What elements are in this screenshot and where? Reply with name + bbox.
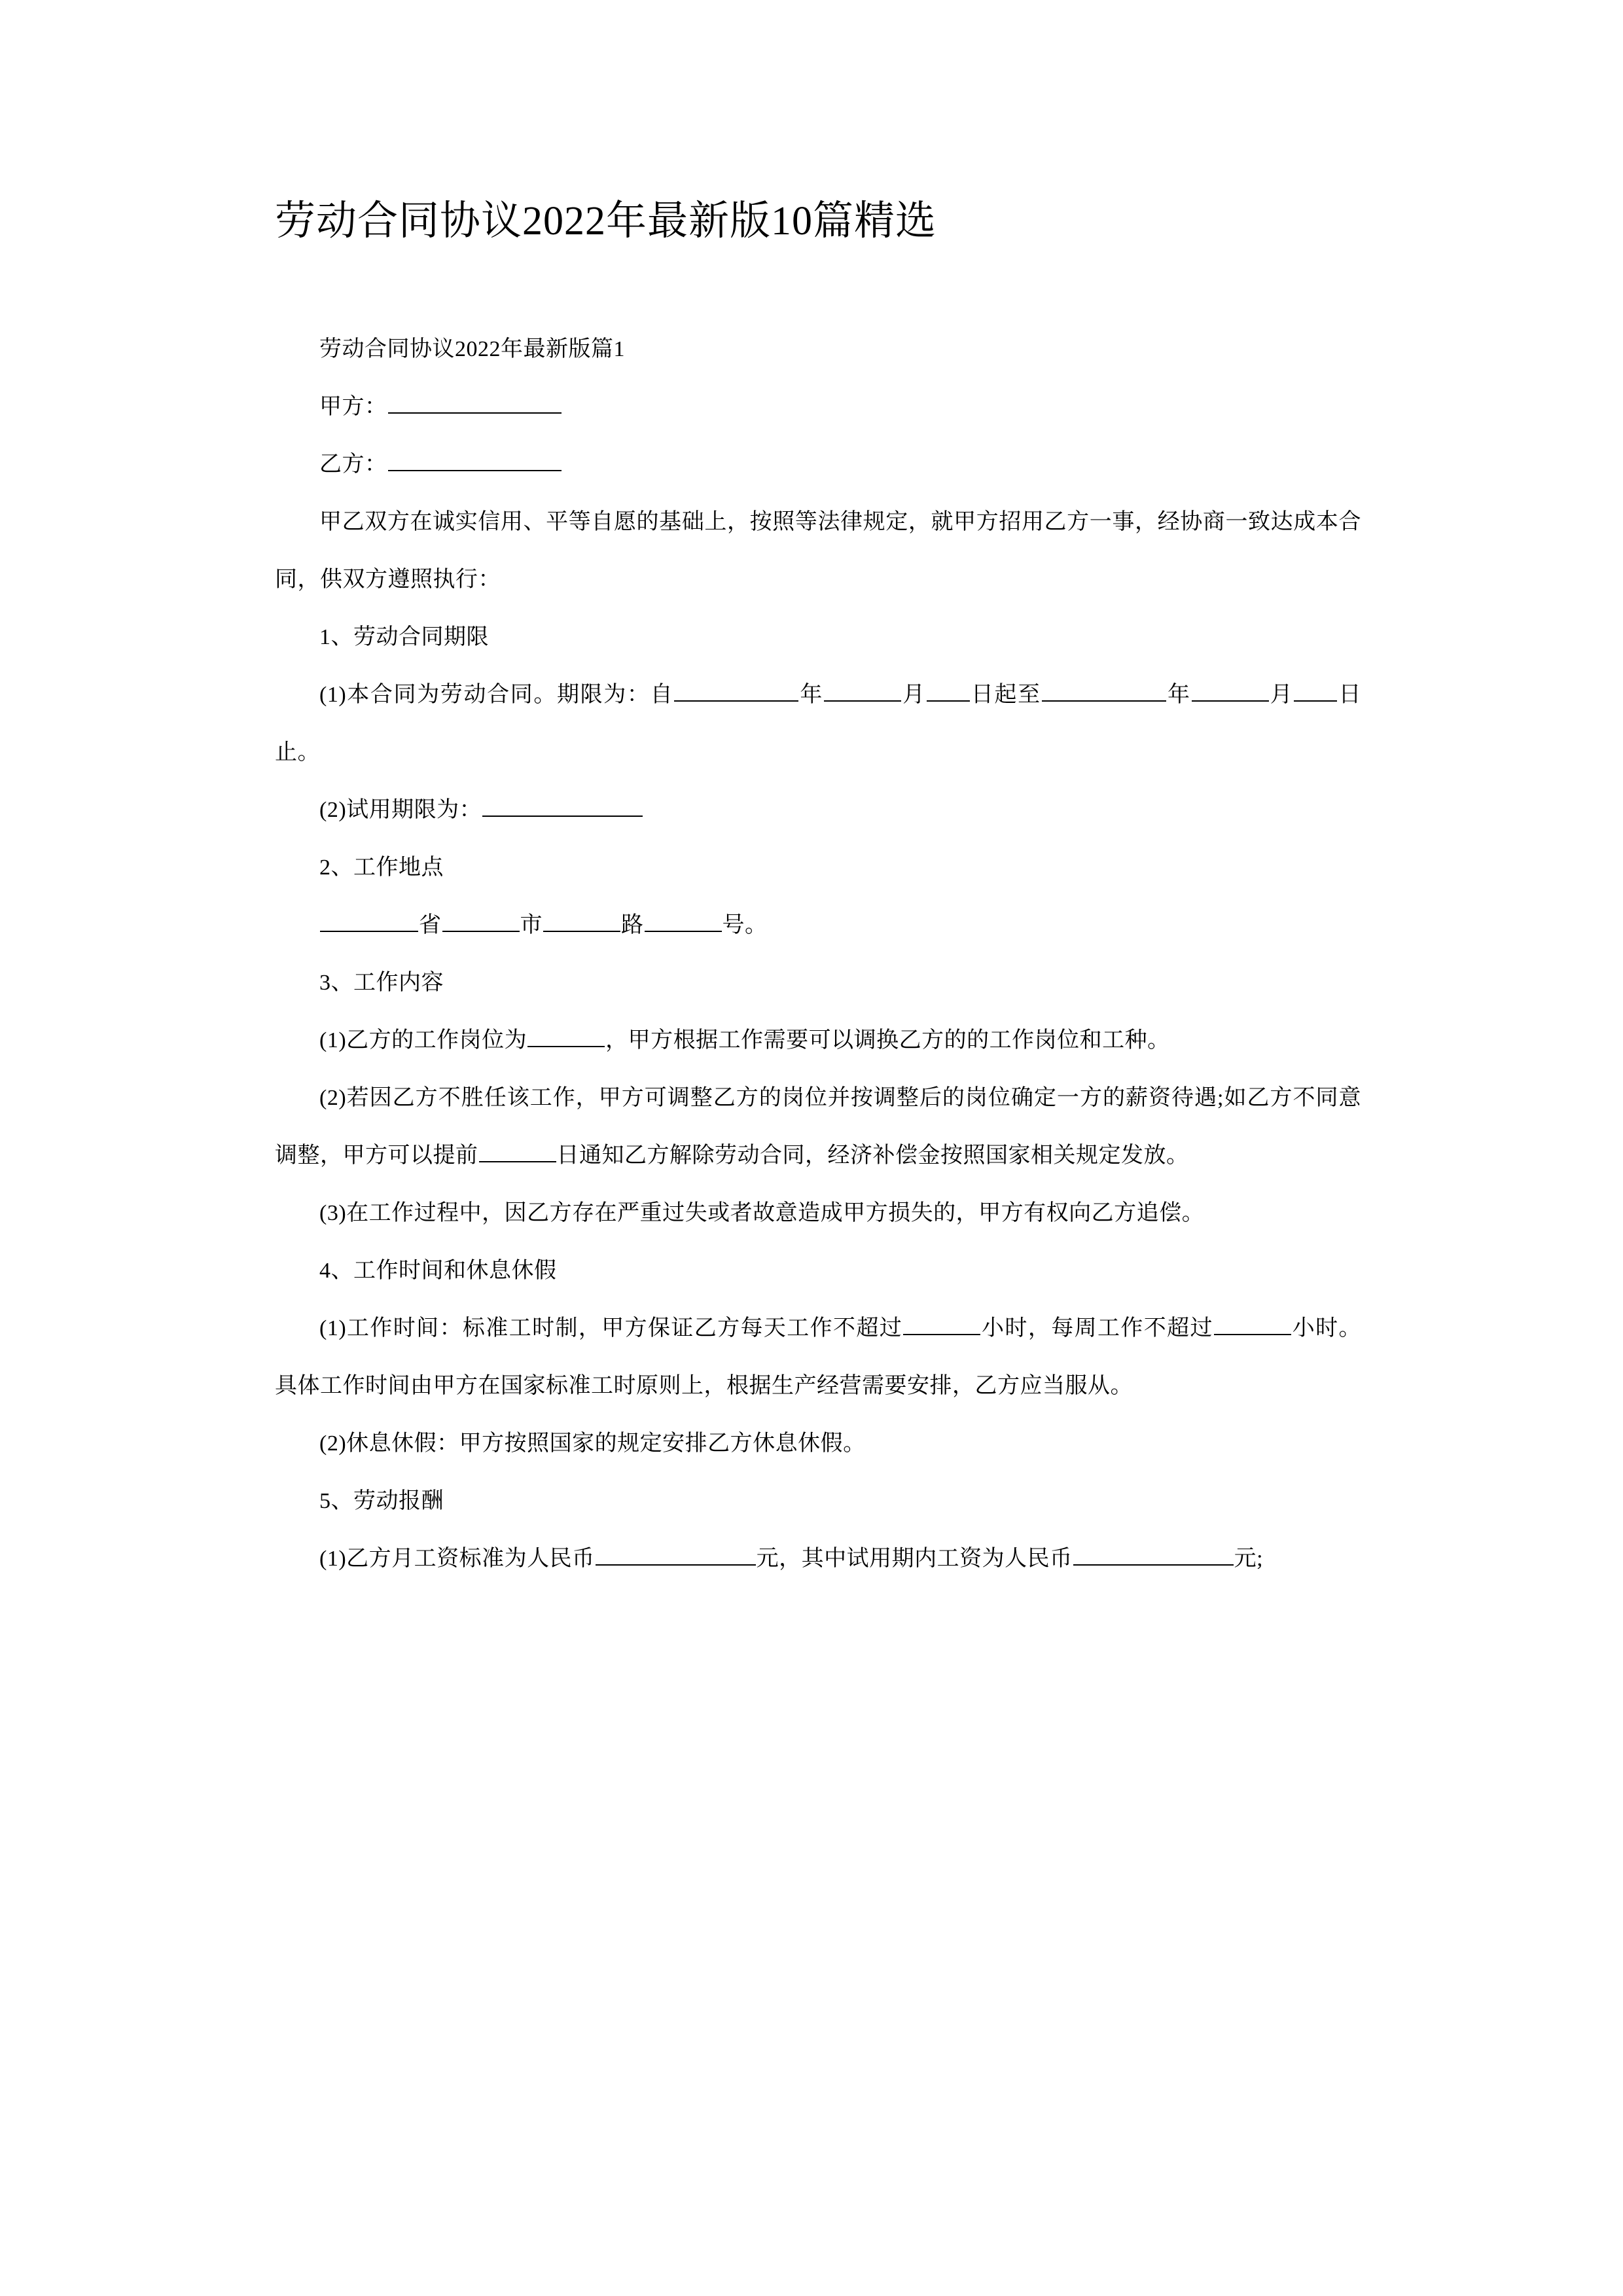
document-body [275,321,1361,1588]
section-heading-1-text: 1、劳动合同期限 [319,624,489,649]
section-heading-1 [275,609,1361,666]
weekly-hours-blank[interactable] [1214,1310,1291,1335]
section-1-item-1-prefix: (1)本合同为劳动合同。期限为：自 [319,682,674,707]
preamble-paragraph [275,493,1361,609]
section-3-item-2 [275,1069,1361,1185]
section-1-item-1 [275,666,1361,781]
party-b-line [275,436,1361,493]
preamble-text: 甲乙双方在诚实信用、平等自愿的基础上，按照等法律规定，就甲方招用乙方一事，经协商一致达成本合同，供双方遵照执行： [275,509,1361,592]
probation-blank[interactable] [482,792,643,817]
section-heading-5-text: 5、劳动报酬 [319,1488,444,1513]
probation-salary-blank[interactable] [1073,1541,1234,1566]
monthly-salary-blank[interactable] [596,1541,756,1566]
party-a-line [275,378,1361,436]
end-year-unit: 年 [1166,682,1191,707]
road-unit: 路 [621,912,644,937]
page-title: 劳动合同协议2022年最新版10篇精选 [275,199,937,243]
start-month-unit: 月 [901,682,926,707]
section-4-item-1-mid: 小时，每周工作不超过 [981,1316,1213,1340]
province-blank[interactable] [320,907,418,932]
start-day-unit: 日起至 [970,682,1041,707]
party-b-label: 乙方： [319,452,387,476]
document-content [275,0,1361,1588]
section-heading-5 [275,1473,1361,1530]
number-blank[interactable] [645,907,722,932]
end-month-unit: 月 [1269,682,1294,707]
section-4-item-2 [275,1415,1361,1473]
city-unit: 市 [520,912,543,937]
section-5-item-1-mid: 元，其中试用期内工资为人民币 [756,1546,1073,1571]
section-5-item-1-suffix: 元; [1234,1546,1264,1571]
section-heading-4 [275,1242,1361,1300]
section-3-item-2-suffix: 日通知乙方解除劳动合同，经济补偿金按照国家相关规定发放。 [556,1143,1189,1168]
section-3-item-2-prefix: (2)若因乙方不胜任该工作，甲方可调整乙方的岗位并按调整后的岗位确定一方的薪资待遇;如乙方不同意调整，甲方可以提前 [275,1085,1361,1168]
section-4-item-1-suffix: 小时。具体工作时间由甲方在国家标准工时原则上，根据生产经营需要安排，乙方应当服从。 [275,1316,1362,1398]
section-heading-2-text: 2、工作地点 [319,855,444,880]
probation-label: (2)试用期限为： [319,797,482,822]
section-3-item-1 [275,1012,1361,1069]
party-a-label: 甲方： [319,394,387,419]
section-heading-3 [275,954,1361,1012]
end-day-blank[interactable] [1294,677,1337,702]
section-heading-4-text: 4、工作时间和休息休假 [319,1258,557,1283]
section-4-item-1 [275,1300,1361,1415]
start-month-blank[interactable] [824,677,901,702]
section-4-item-1-prefix: (1)工作时间：标准工时制，甲方保证乙方每天工作不超过 [319,1316,903,1340]
workplace-address-line [275,897,1361,954]
section-3-item-1-prefix: (1)乙方的工作岗位为 [319,1028,527,1052]
end-year-blank[interactable] [1042,677,1166,702]
article-subtitle [275,321,1361,378]
section-1-item-2 [275,781,1361,839]
article-subtitle-text: 劳动合同协议2022年最新版篇1 [319,336,625,361]
term-end-suffix: 日止。 [275,682,1362,764]
section-heading-2 [275,839,1361,897]
section-3-item-3-text: (3)在工作过程中，因乙方存在严重过失或者故意造成甲方损失的，甲方有权向乙方追偿。 [319,1200,1205,1225]
number-unit: 号。 [722,912,768,937]
start-year-unit: 年 [799,682,823,707]
section-3-item-1-suffix: ，甲方根据工作需要可以调换乙方的的工作岗位和工种。 [605,1028,1170,1052]
party-a-blank[interactable] [388,389,562,414]
daily-hours-blank[interactable] [903,1310,980,1335]
job-position-blank[interactable] [527,1022,605,1047]
section-5-item-1 [275,1530,1361,1588]
party-b-blank[interactable] [388,446,562,471]
start-year-blank[interactable] [674,677,798,702]
section-3-item-3 [275,1185,1361,1242]
section-heading-3-text: 3、工作内容 [319,970,444,995]
start-day-blank[interactable] [927,677,970,702]
province-unit: 省 [419,912,442,937]
road-blank[interactable] [543,907,620,932]
section-4-item-2-text: (2)休息休假：甲方按照国家的规定安排乙方休息休假。 [319,1431,866,1456]
city-blank[interactable] [442,907,520,932]
notice-days-blank[interactable] [479,1138,556,1162]
section-5-item-1-prefix: (1)乙方月工资标准为人民币 [319,1546,595,1571]
end-month-blank[interactable] [1192,677,1269,702]
